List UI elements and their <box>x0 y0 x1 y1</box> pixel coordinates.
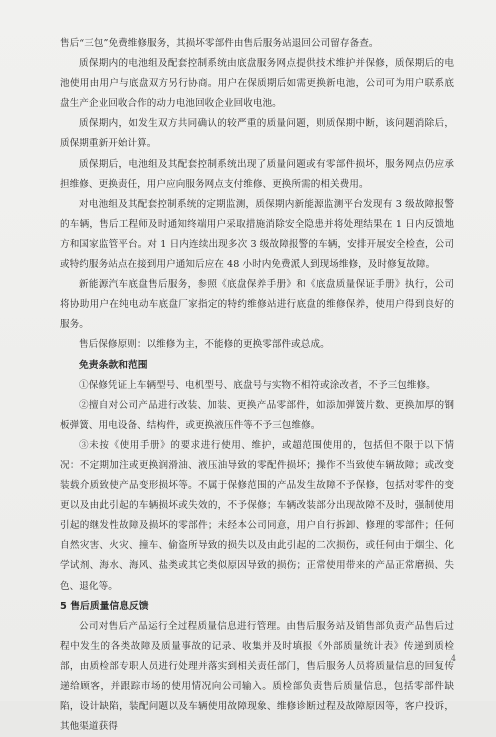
paragraph-quality-feedback: 公司对售后产品运行全过程质量信息进行管理。由售后服务站及销售部负责产品售后过程中发生的各类故障及质量事故的记录、收集并及时填报《外部质量统计表》传递到质检部，由质检部专职人员进行处理并落实到相关责任部门，售后服务人员将质量信息的回复传递给顾客，并跟踪市场的使用情况向公司输入。质检部负责售后质量信息，包括零部件缺陷，设计缺陷，装配问题以及车辆使用故障现象、维修诊断过程及故障原因等，客户投诉，其他渠道获得 <box>60 620 454 733</box>
exemption-item: ②擅自对公司产品进行改装、加装、更换产品零部件，如添加弹簧片数、更换加厚的钢板弹簧、用电设备、结构件，或更换液压件等不予三包维修。 <box>60 399 454 431</box>
paragraph-post-warranty: 质保期后，电池组及其配套控制系统出现了质量问题或有零部件损坏，服务网点仍应承担维修、更换责任，用户应向服务网点支付维修、更换所需的相关费用。 <box>60 158 454 190</box>
paragraph-chassis-service: 新能源汽车底盘售后服务，参照《底盘保养手册》和《底盘质量保证手册》执行，公司将协助用户在纯电动车底盘厂家指定的特约维修站进行底盘的维修保养，使用户得到良好的服务。 <box>60 279 454 331</box>
section-title: 5 售后质量信息反馈 <box>60 600 149 612</box>
paragraph-warranty-interruption: 质保期内，如发生双方共同确认的较严重的质量问题，则质保期中断，该问题消除后，质保期重新开始计算。 <box>60 118 454 150</box>
paragraph-repair-principle: 售后保修原则：以维修为主，不能修的更换零部件或总成。 <box>79 339 330 351</box>
exemption-heading: 免责条款和范围 <box>79 359 148 371</box>
exemption-item: ③未按《使用手册》的要求进行使用、维护，或超范围使用的，包括但不限于以下情况：不定期加注或更换润滑油、液压油导致的零配件损坏；操作不当致使车辆故障；或改变装载介质致使产品变形损坏等。不属于保修范围的产品发生故障不予保修，包括对零件的变更以及由此引起的车辆损坏或失效的，不予保修；车辆改装部分出现故障不及时，强制使用引起的继发性故障及损坏的零部件；未经本公司同意，用户自行拆卸、修理的零部件；任何自然灾害、火灾、撞车、偷盗所导致的损失以及由此引起的二次损伤，或任何由于烟尘、化学试剂、海水、海风、盐类或其它类似原因导致的损伤；正常使用带来的产品正常磨损、失色、退化等。 <box>60 439 454 592</box>
paragraph-three-guarantees: 售后“三包”免费维修服务，其损坏零部件由售后服务站退回公司留存备查。 <box>60 38 379 49</box>
exemption-item: ①保修凭证上车辆型号、电机型号、底盘号与实物不相符或涂改者，不予三包维修。 <box>79 379 436 391</box>
page-number: 4 <box>450 654 456 663</box>
paragraph-battery-warranty: 质保期内的电池组及配套控制系统由底盘服务网点提供技术维护并保修，质保期后的电池使用由用户与底盘双方另行协商。用户在保质期后如需更换新电池，公司可为用户联系底盘生产企业回收合作的动力电池回收企业回收电池。 <box>60 58 454 110</box>
paragraph-monitoring: 对电池组及其配套控制系统的定期监测，质保期内新能源监测平台发现有 3 级故障报警的车辆，售后工程师及时通知终端用户采取措施消除安全隐患并将处理结果在 1 日内反馈地方和国家监管平台。对 1 日内连续出现多次 3 级故障报警的车辆，安排开展安全检查，公司或特约服务站点在接到用户通知后应在 48 小时内免费派人到现场维修，及时修复故障。 <box>60 198 454 271</box>
